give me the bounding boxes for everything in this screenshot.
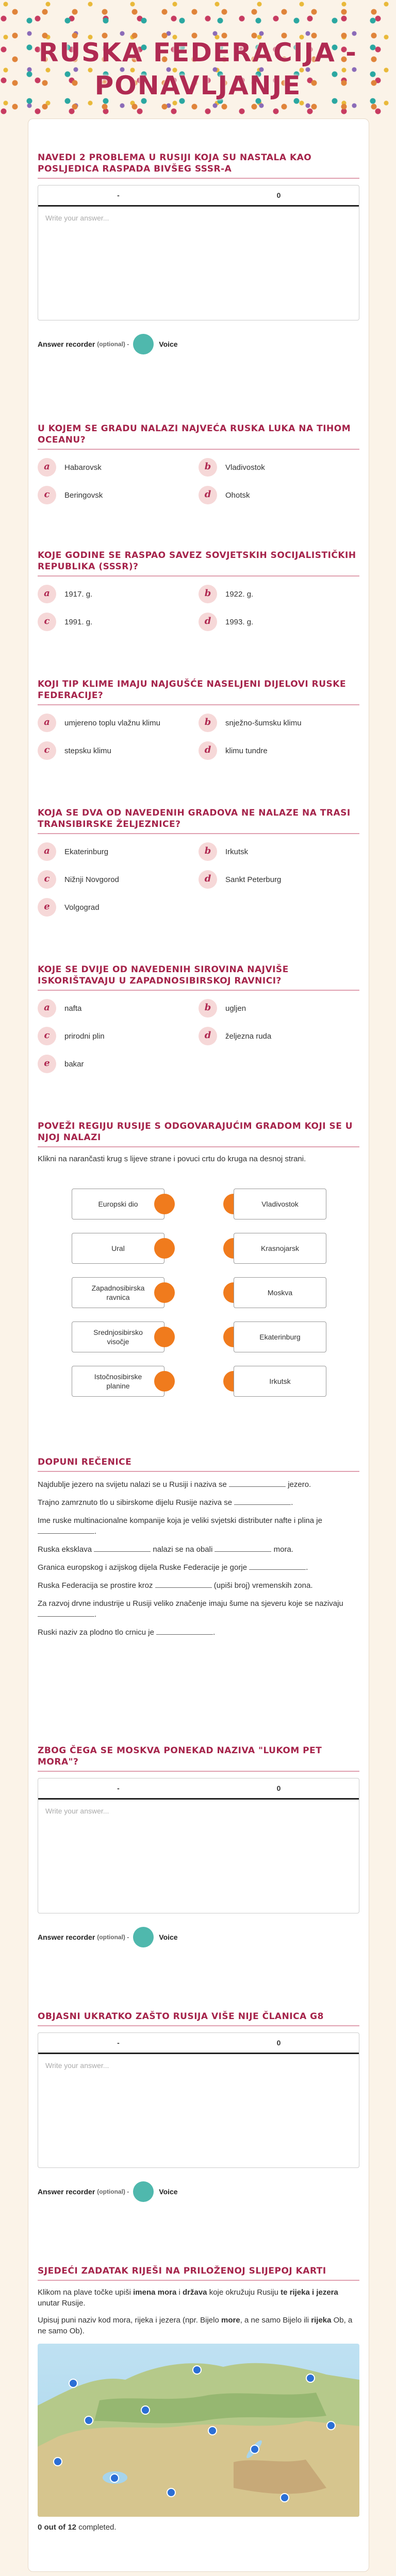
blank-input[interactable] — [249, 1562, 306, 1570]
sentence-8 — [38, 1627, 359, 1638]
instruction-2 — [38, 2315, 359, 2336]
option-c[interactable] — [38, 741, 199, 760]
answer-input[interactable]: Write your answer... — [45, 2061, 109, 2070]
option-a[interactable] — [38, 714, 199, 732]
sentence-text: Ruska Federacija se prostire kroz — [38, 1581, 153, 1590]
option-b[interactable] — [199, 714, 359, 732]
sentence-text: Ime ruske multinacionalne kompanije koja je veliki svjetski distributer nafte i plina je — [38, 1516, 322, 1525]
option-text: umjereno toplu vlažnu klimu — [64, 718, 160, 727]
sentence-7 — [38, 1598, 359, 1620]
instr-bold: rijeka — [311, 2316, 332, 2325]
question-8 — [38, 1456, 359, 1645]
sentence-5 — [38, 1562, 359, 1573]
option-d[interactable] — [199, 486, 359, 504]
sentence-text: . — [94, 1527, 97, 1536]
match-left-5: Istočnosibirske planine — [72, 1366, 164, 1397]
recorder-label: Answer recorder — [38, 2188, 95, 2196]
answer-table — [38, 1778, 359, 1913]
map-marker[interactable] — [192, 2365, 202, 2375]
option-letter: a — [38, 458, 56, 477]
match-right-1: Vladivostok — [234, 1189, 326, 1219]
option-letter: c — [38, 1027, 56, 1045]
option-text: Beringovsk — [64, 490, 103, 500]
option-d[interactable] — [199, 741, 359, 760]
question-title: KOJI TIP KLIME IMAJU NAJGUŠĆE NASELJENI DIJELOVI RUSKE FEDERACIJE? — [38, 679, 346, 701]
option-text: Irkutsk — [225, 847, 249, 856]
match-handle-left-4[interactable] — [154, 1327, 175, 1347]
sentence-text: Najdublje jezero na svijetu nalazi se u Rusiji i naziva se — [38, 1480, 227, 1489]
instr-text: , a ne samo Bijelo ili — [240, 2316, 309, 2325]
option-text: snježno-šumsku klimu — [225, 718, 302, 727]
sentence-text: Za razvoj drvne industrije u Rusiji veliko značenje imaju šume na sjeveru koje se nazivaju — [38, 1599, 343, 1608]
question-title: KOJE SE DVIJE OD NAVEDENIH SIROVINA NAJVIŠE ISKORIŠTAVAJU U ZAPADNOSIBIRSKOJ RAVNICI? — [38, 964, 289, 986]
fill-sentences — [38, 1479, 359, 1638]
option-d[interactable] — [199, 870, 359, 889]
voice-record-icon[interactable] — [133, 334, 154, 354]
match-left-2: Ural — [72, 1233, 164, 1264]
option-c[interactable] — [38, 1027, 199, 1045]
option-letter: b — [199, 585, 217, 603]
option-text: željezna ruda — [225, 1031, 272, 1041]
question-9 — [38, 1745, 359, 1947]
voice-label: Voice — [159, 340, 178, 348]
match-handle-left-3[interactable] — [154, 1282, 175, 1303]
options-grid — [38, 842, 359, 917]
question-title: ZBOG ČEGA SE MOSKVA PONEKAD NAZIVA "LUKOM PET MORA"? — [38, 1745, 322, 1767]
page-title: RUSKA FEDERACIJA - PONAVLJANJE — [39, 38, 357, 100]
sentence-text: mora. — [273, 1545, 293, 1554]
question-title: U KOJEM SE GRADU NALAZI NAJVEĆA RUSKA LUKA NA TIHOM OCEANU? — [38, 423, 351, 445]
option-letter: b — [199, 999, 217, 1018]
instr-text: Ob, a ne samo Ob). — [38, 2316, 353, 2335]
divider — [38, 2025, 359, 2026]
option-a[interactable] — [38, 458, 199, 477]
sentence-text: . — [213, 1628, 216, 1637]
option-letter: e — [38, 898, 56, 917]
map-marker[interactable] — [69, 2379, 78, 2388]
voice-record-icon[interactable] — [133, 2181, 154, 2202]
option-letter: d — [199, 870, 217, 889]
question-3 — [38, 550, 359, 631]
map-marker[interactable] — [250, 2445, 259, 2454]
question-4 — [38, 679, 359, 760]
match-left-3: Zapadnosibirska ravnica — [72, 1277, 164, 1308]
answer-input[interactable]: Write your answer... — [45, 214, 109, 222]
answer-table-header — [38, 1778, 359, 1800]
option-a[interactable] — [38, 585, 199, 603]
sentence-text: Ruski naziv za plodno tlo crnicu je — [38, 1628, 154, 1637]
sentence-text: Granica europskog i azijskog dijela Ruske Federacije je gorje — [38, 1563, 248, 1572]
sentence-text: Ruska eksklava — [38, 1545, 92, 1554]
instr-text: Klikom na plave točke upiši — [38, 2288, 131, 2297]
option-text: Ohotsk — [225, 490, 250, 500]
answer-table-header — [38, 2033, 359, 2054]
instr-bold: imena mora — [133, 2288, 177, 2297]
option-letter: e — [38, 1055, 56, 1073]
question-5 — [38, 807, 359, 917]
options-grid — [38, 458, 359, 504]
answer-table — [38, 2032, 359, 2168]
question-title: KOJA SE DVA OD NAVEDENIH GRADOVA NE NALAZE NA TRASI TRANSIBIRSKE ŽELJEZNICE? — [38, 808, 351, 829]
option-text: 1993. g. — [225, 617, 254, 626]
recorder-label: Answer recorder — [38, 340, 95, 348]
option-letter: a — [38, 585, 56, 603]
instr-text: unutar Rusije. — [38, 2299, 86, 2308]
recorder-optional: (optional) - — [97, 1934, 129, 1941]
recorder-label: Answer recorder — [38, 1933, 95, 1941]
blank-input[interactable] — [38, 1609, 97, 1619]
question-1 — [38, 152, 359, 354]
options-grid — [38, 714, 359, 760]
option-b[interactable] — [199, 458, 359, 477]
sentence-2 — [38, 1497, 359, 1508]
match-handle-left-5[interactable] — [154, 1371, 175, 1392]
completion-status — [38, 2523, 359, 2532]
option-d[interactable] — [199, 613, 359, 631]
instr-bold: te rijeka i jezera — [280, 2288, 338, 2297]
options-grid — [38, 585, 359, 631]
voice-record-icon[interactable] — [133, 1927, 154, 1947]
title-banner — [33, 36, 363, 113]
option-letter: b — [199, 714, 217, 732]
sentence-text: . — [291, 1498, 293, 1507]
answer-table-header — [38, 185, 359, 207]
option-letter: a — [38, 999, 56, 1018]
match-handle-left-2[interactable] — [154, 1238, 175, 1259]
table-col-right: 0 — [276, 1784, 281, 1792]
blind-map — [38, 2344, 359, 2517]
sentence-6 — [38, 1580, 359, 1591]
option-text: nafta — [64, 1004, 82, 1013]
blank-input[interactable] — [234, 1497, 291, 1505]
match-right-5: Irkutsk — [234, 1366, 326, 1397]
match-right-4: Ekaterinburg — [234, 1321, 326, 1352]
question-title: SJEDEĆI ZADATAK RIJEŠI NA PRILOŽENOJ SLIJEPOJ KARTI — [38, 2266, 326, 2276]
question-7 — [38, 1121, 359, 1409]
option-c[interactable] — [38, 486, 199, 504]
worksheet-card — [28, 118, 369, 2572]
divider — [38, 833, 359, 834]
option-text: Vladivostok — [225, 463, 265, 472]
instr-text: koje okružuju Rusiju — [209, 2288, 278, 2297]
sentence-4 — [38, 1544, 359, 1555]
question-2 — [38, 423, 359, 504]
option-text: klimu tundre — [225, 746, 268, 755]
table-col-left: - — [117, 1784, 120, 1792]
recorder-optional: (optional) - — [97, 341, 129, 348]
sentence-text: . — [306, 1563, 308, 1572]
map-marker[interactable] — [306, 2374, 315, 2383]
option-letter: d — [199, 486, 217, 504]
question-title: DOPUNI REČENICE — [38, 1457, 132, 1467]
map-marker[interactable] — [326, 2421, 336, 2430]
recorder-optional: (optional) - — [97, 2188, 129, 2195]
table-col-right: 0 — [276, 191, 281, 199]
instr-bold: država — [183, 2288, 207, 2297]
option-letter: d — [199, 1027, 217, 1045]
match-right-3: Moskva — [234, 1277, 326, 1308]
divider — [38, 704, 359, 705]
answer-input[interactable]: Write your answer... — [45, 1807, 109, 1815]
divider — [38, 2280, 359, 2281]
option-text: Volgograd — [64, 903, 100, 912]
option-d[interactable] — [199, 1027, 359, 1045]
blank-input[interactable] — [155, 1580, 212, 1588]
answer-recorder — [38, 1927, 359, 1947]
voice-label: Voice — [159, 1933, 178, 1941]
map-marker[interactable] — [208, 2426, 217, 2435]
option-letter: d — [199, 741, 217, 760]
map-marker[interactable] — [167, 2488, 176, 2497]
map-marker[interactable] — [280, 2493, 289, 2502]
sentence-3 — [38, 1515, 359, 1537]
question-6 — [38, 964, 359, 1073]
map-marker[interactable] — [84, 2416, 93, 2425]
option-letter: c — [38, 870, 56, 889]
question-10 — [38, 2011, 359, 2202]
answer-recorder — [38, 2181, 359, 2202]
option-text: 1917. g. — [64, 589, 93, 599]
option-text: bakar — [64, 1059, 84, 1069]
answer-recorder — [38, 334, 359, 354]
sentence-text: . — [94, 1610, 97, 1619]
option-text: Nižnji Novgorod — [64, 875, 119, 884]
table-col-right: 0 — [276, 2039, 281, 2047]
completion-label: completed. — [78, 2523, 117, 2532]
blank-input[interactable] — [156, 1627, 216, 1637]
blank-input[interactable] — [94, 1544, 151, 1552]
option-letter: c — [38, 613, 56, 631]
option-text: ugljen — [225, 1004, 246, 1013]
divider — [38, 1146, 359, 1147]
option-text: stepsku klimu — [64, 746, 111, 755]
option-text: 1922. g. — [225, 589, 254, 599]
instruction-text: Klikni na narančasti krug s lijeve strane i povuci crtu do kruga na desnoj strani. — [38, 1155, 306, 1163]
option-text: 1991. g. — [64, 617, 93, 626]
option-c[interactable] — [38, 613, 199, 631]
option-text: Sankt Peterburg — [225, 875, 282, 884]
option-b[interactable] — [199, 585, 359, 603]
option-letter: d — [199, 613, 217, 631]
match-left-4: Srednjosibirsko visočje — [72, 1321, 164, 1352]
instr-bold: more — [221, 2316, 240, 2325]
table-col-left: - — [117, 2039, 120, 2047]
option-a[interactable] — [38, 842, 199, 861]
question-11 — [38, 2265, 359, 2532]
option-b[interactable] — [199, 999, 359, 1018]
match-handle-left-1[interactable] — [154, 1194, 175, 1214]
sentence-1 — [38, 1479, 359, 1490]
instruction-1 — [38, 2287, 359, 2309]
answer-table — [38, 185, 359, 320]
blank-input[interactable] — [214, 1544, 271, 1552]
option-letter: a — [38, 714, 56, 732]
map-marker[interactable] — [110, 2473, 119, 2483]
divider — [38, 178, 359, 179]
option-letter: c — [38, 741, 56, 760]
option-letter: b — [199, 458, 217, 477]
divider — [38, 449, 359, 450]
option-text: Ekaterinburg — [64, 847, 109, 856]
options-grid — [38, 999, 359, 1073]
option-letter: c — [38, 486, 56, 504]
sentence-text: Trajno zamrznuto tlo u sibirskome dijelu Rusije naziva se — [38, 1498, 233, 1507]
sentence-text: jezero. — [288, 1480, 311, 1489]
blank-input[interactable] — [38, 1526, 97, 1536]
divider — [38, 575, 359, 577]
table-col-left: - — [117, 191, 120, 199]
match-right-2: Krasnojarsk — [234, 1233, 326, 1264]
sentence-text: (upiši broj) vremenskih zona. — [213, 1581, 313, 1590]
completion-count: 0 out of 12 — [38, 2523, 77, 2532]
option-text: prirodni plin — [64, 1031, 105, 1041]
divider — [38, 1471, 359, 1472]
instr-text: i — [178, 2288, 180, 2297]
instr-text: Upisuj puni naziv kod mora, rijeka i jezera (npr. Bijelo — [38, 2316, 219, 2325]
question-title: OBJASNI UKRATKO ZAŠTO RUSIJA VIŠE NIJE ČLANICA G8 — [38, 2011, 324, 2022]
question-title: POVEŽI REGIJU RUSIJE S ODGOVARAJUĆIM GRADOM KOJI SE U NJOJ NALAZI — [38, 1121, 353, 1143]
option-b[interactable] — [199, 842, 359, 861]
option-text: Habarovsk — [64, 463, 102, 472]
divider — [38, 1771, 359, 1772]
option-letter: a — [38, 842, 56, 861]
blank-input[interactable] — [229, 1479, 286, 1487]
option-letter: b — [199, 842, 217, 861]
map-marker[interactable] — [53, 2457, 62, 2466]
option-c[interactable] — [38, 870, 199, 889]
match-left-1: Europski dio — [72, 1189, 164, 1219]
sentence-text: nalazi se na obali — [153, 1545, 213, 1554]
voice-label: Voice — [159, 2188, 178, 2196]
option-e[interactable] — [38, 1055, 199, 1073]
divider — [38, 990, 359, 991]
question-title: NAVEDI 2 PROBLEMA U RUSIJI KOJA SU NASTALA KAO POSLJEDICA RASPADA BIVŠEG SSSR-A — [38, 152, 312, 174]
map-marker[interactable] — [141, 2405, 150, 2415]
option-e[interactable] — [38, 898, 199, 917]
option-a[interactable] — [38, 999, 199, 1018]
question-title: KOJE GODINE SE RASPAO SAVEZ SOVJETSKIH SOCIJALISTIČKIH REPUBLIKA (SSSR)? — [38, 550, 356, 572]
